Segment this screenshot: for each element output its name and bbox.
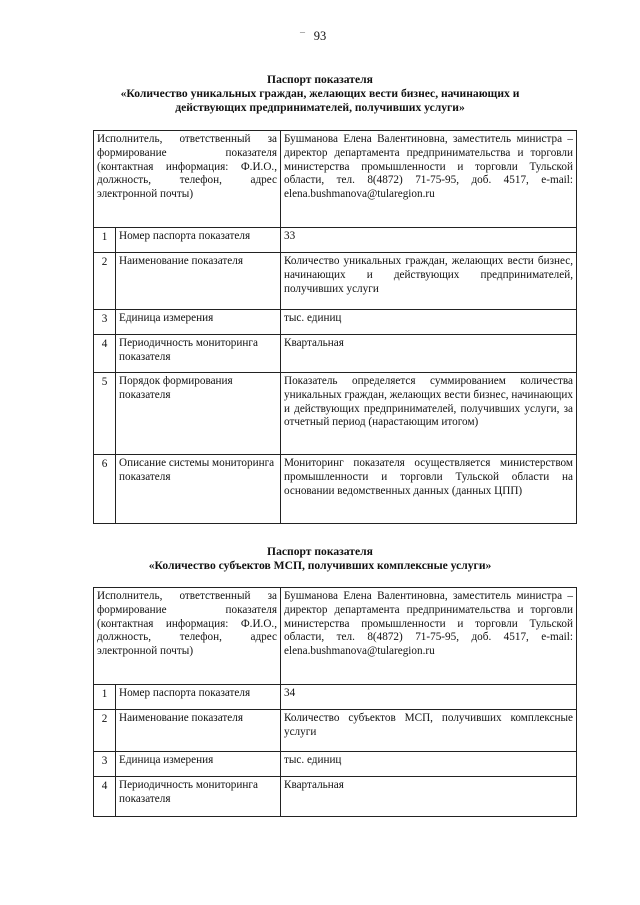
row-label: Номер паспорта показателя <box>116 685 281 710</box>
page-number: – 93 <box>300 27 327 43</box>
executor-label: Исполнитель, ответственный за формирование показателя (контактная информация: Ф.И.О., должность, телефон, адрес электронной почты) <box>94 131 281 228</box>
row-label: Единица измерения <box>116 752 281 777</box>
row-number: 1 <box>94 228 116 253</box>
row-label: Единица измерения <box>116 310 281 335</box>
table-row <box>94 777 577 817</box>
executor-value: Бушманова Елена Валентиновна, заместитель министра – директор департамента предпринимательства и торговли министерства промышленности и торговли Тульской области, тел. 8(4872) 71-75-95, доб. 4517, e-mail: elena.bushmanova@tularegion.ru <box>281 588 577 685</box>
row-label: Описание системы мониторинга показателя <box>116 455 281 524</box>
row-label: Периодичность мониторинга показателя <box>116 777 281 817</box>
passport-2-title <box>60 545 580 573</box>
executor-value: Бушманова Елена Валентиновна, заместитель министра – директор департамента предпринимательства и торговли министерства промышленности и торговли Тульской области, тел. 8(4872) 71-75-95, доб. 4517, e-mail: elena.bushmanova@tularegion.ru <box>281 131 577 228</box>
table-row <box>94 310 577 335</box>
table-row <box>94 752 577 777</box>
row-value: Мониторинг показателя осуществляется министерством промышленности и торговли Тульской области на основании ведомственных данных (данных ЦПП) <box>281 455 577 524</box>
row-value: Квартальная <box>281 777 577 817</box>
row-number: 3 <box>94 310 116 335</box>
table-row <box>94 455 577 524</box>
table-row <box>94 228 577 253</box>
row-number: 6 <box>94 455 116 524</box>
passport-2-title-line2: «Количество субъектов МСП, получивших комплексные услуги» <box>148 559 492 572</box>
table-row <box>94 373 577 455</box>
table-row <box>94 253 577 310</box>
row-number: 5 <box>94 373 116 455</box>
row-value: Количество субъектов МСП, получивших комплексные услуги <box>281 710 577 752</box>
row-label: Номер паспорта показателя <box>116 228 281 253</box>
executor-row <box>94 131 577 228</box>
executor-row <box>94 588 577 685</box>
passport-1-table <box>93 130 577 524</box>
table-row <box>94 335 577 373</box>
row-label: Наименование показателя <box>116 710 281 752</box>
row-label: Наименование показателя <box>116 253 281 310</box>
passport-2-title-line1: Паспорт показателя <box>267 545 373 558</box>
row-value: Количество уникальных граждан, желающих вести бизнес, начинающих и действующих предпринимателей, получивших услуги <box>281 253 577 310</box>
row-label: Периодичность мониторинга показателя <box>116 335 281 373</box>
executor-label: Исполнитель, ответственный за формирование показателя (контактная информация: Ф.И.О., должность, телефон, адрес электронной почты) <box>94 588 281 685</box>
passport-1-title-line3: действующих предпринимателей, получивших услуги» <box>175 101 465 114</box>
row-number: 4 <box>94 777 116 817</box>
row-number: 3 <box>94 752 116 777</box>
table-row <box>94 685 577 710</box>
row-value: тыс. единиц <box>281 310 577 335</box>
row-value: Показатель определяется суммированием количества уникальных граждан, желающих вести бизнес, начинающих и действующих предпринимателей, получивших услуги, за отчетный период (нарастающим итогом) <box>281 373 577 455</box>
row-number: 2 <box>94 710 116 752</box>
table-row <box>94 710 577 752</box>
row-value: 33 <box>281 228 577 253</box>
row-number: 2 <box>94 253 116 310</box>
passport-2-table <box>93 587 577 817</box>
row-value: 34 <box>281 685 577 710</box>
row-number: 1 <box>94 685 116 710</box>
passport-1-title-line2: «Количество уникальных граждан, желающих вести бизнес, начинающих и <box>120 87 520 100</box>
row-value: тыс. единиц <box>281 752 577 777</box>
row-number: 4 <box>94 335 116 373</box>
passport-1-title-line1: Паспорт показателя <box>267 73 373 86</box>
row-label: Порядок формирования показателя <box>116 373 281 455</box>
passport-1-title <box>60 73 580 115</box>
row-value: Квартальная <box>281 335 577 373</box>
